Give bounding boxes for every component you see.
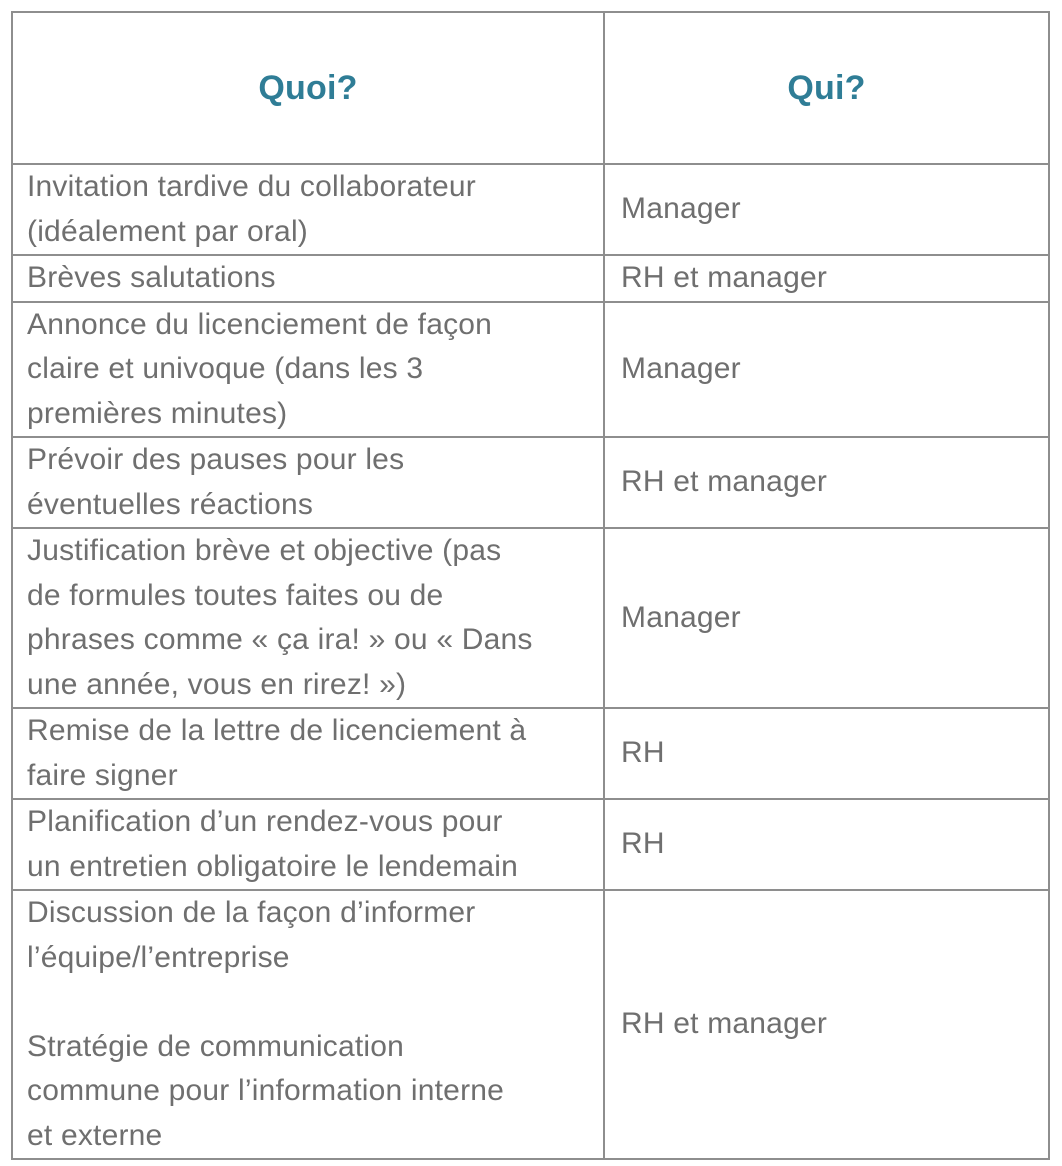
what-line: l’équipe/l’entreprise: [27, 940, 290, 974]
table-row: [12, 708, 1049, 799]
header-row: [12, 12, 1049, 164]
table-row: [12, 799, 1049, 890]
what-line: phrases comme « ça ira! » ou « Dans: [27, 623, 533, 656]
what-line: premières minutes): [27, 396, 288, 430]
what-line: Planification d’un rendez-vous pour: [27, 805, 503, 838]
what-line: de formules toutes faites ou de: [27, 578, 444, 612]
what-cell: [12, 302, 604, 438]
who-cell: Manager: [604, 164, 1049, 255]
who-cell: Manager: [604, 302, 1049, 438]
what-line: Remise de la lettre de licenciement à: [27, 714, 527, 747]
what-line: Invitation tardive du collaborateur: [27, 170, 476, 203]
what-cell: [12, 528, 604, 708]
who-cell: RH et manager: [604, 437, 1049, 528]
what-line: un entretien obligatoire le lendemain: [27, 849, 519, 883]
what-cell: [12, 255, 604, 302]
what-line: Prévoir des pauses pour les: [27, 443, 405, 476]
what-line: et externe: [27, 1118, 163, 1152]
what-line: [27, 980, 589, 1025]
what-cell: [12, 164, 604, 255]
what-line: (idéalement par oral): [27, 214, 308, 248]
table-row: [12, 890, 1049, 1159]
header-what: Quoi?: [12, 12, 604, 164]
what-line: commune pour l’information interne: [27, 1074, 505, 1107]
what-line: claire et univoque (dans les 3: [27, 352, 424, 385]
what-line: faire signer: [27, 758, 178, 792]
what-cell: [12, 708, 604, 799]
table-body: [12, 164, 1049, 1159]
table-row: [12, 255, 1049, 302]
who-cell: RH: [604, 799, 1049, 890]
what-line: Justification brève et objective (pas: [27, 534, 502, 567]
what-cell: [12, 799, 604, 890]
what-line: Stratégie de communication: [27, 1029, 405, 1063]
what-line: Annonce du licenciement de façon: [27, 307, 493, 341]
what-line: une année, vous en rirez! »): [27, 667, 407, 701]
table-row: [12, 164, 1049, 255]
what-cell: [12, 890, 604, 1159]
table-row: [12, 437, 1049, 528]
table-row: [12, 528, 1049, 708]
who-cell: Manager: [604, 528, 1049, 708]
what-cell: [12, 437, 604, 528]
who-cell: RH et manager: [604, 890, 1049, 1159]
header-who: Qui?: [604, 12, 1049, 164]
table: [11, 11, 1050, 1160]
who-cell: RH et manager: [604, 255, 1049, 302]
what-line: Discussion de la façon d’informer: [27, 896, 476, 929]
who-cell: RH: [604, 708, 1049, 799]
table-row: [12, 302, 1049, 438]
what-line: éventuelles réactions: [27, 487, 314, 521]
what-line: Brèves salutations: [27, 261, 276, 294]
